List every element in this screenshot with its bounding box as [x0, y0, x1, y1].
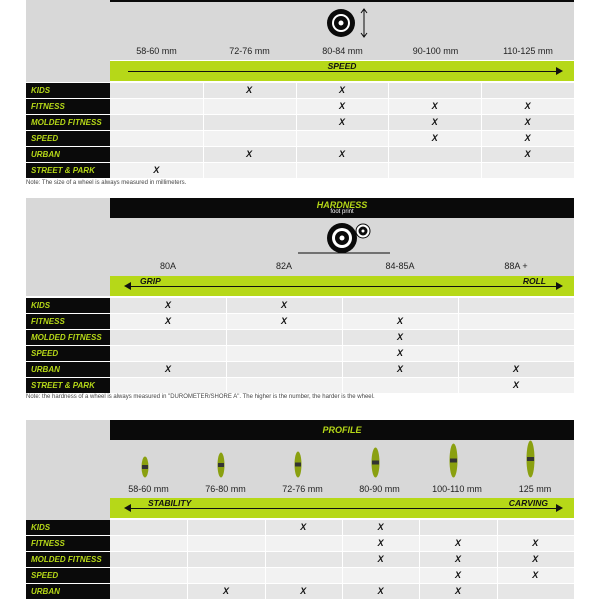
section1-mark: X: [246, 149, 253, 159]
section2-row-label: SPEED: [26, 346, 110, 361]
section2-note: Note: the hardness of a wheel is always measured in "DUROMETER/SHORE A". The higher is the number, the harder is the wheel.: [26, 394, 375, 400]
section2-col-1: 80A: [159, 261, 176, 271]
section3-mark: X: [300, 586, 307, 596]
section3-mark: X: [454, 554, 461, 564]
carving-arrow-head: [556, 504, 563, 512]
speed-bar: [110, 61, 574, 81]
grip-roll-arrow-line: [128, 286, 558, 287]
section3-col-1: 58-60 mm: [128, 484, 169, 494]
section3-col-5: 100-110 mm: [432, 484, 482, 494]
section1-mark: X: [524, 133, 531, 143]
section1-mark: X: [338, 101, 345, 111]
section3-mark: X: [454, 570, 461, 580]
section2-subtitle: foot print: [330, 209, 354, 215]
wheel-profile-icon-4: [371, 447, 380, 478]
section1-row-label: SPEED: [26, 131, 110, 146]
section3-col-2: 76-80 mm: [205, 484, 246, 494]
wheel-profile-icon-2: [217, 452, 225, 478]
section2-mark: X: [396, 348, 403, 358]
section2-label-column: [26, 198, 110, 296]
wheel-profile-icon-3: [294, 451, 302, 478]
section2-col-separator: [458, 298, 459, 394]
section2-mark: X: [280, 300, 287, 310]
section3-mark: X: [222, 586, 229, 596]
grip-label: GRIP: [140, 276, 161, 286]
speed-bar-label: SPEED: [327, 61, 357, 71]
section3-col-separator: [419, 520, 420, 600]
section1-mark: X: [431, 117, 438, 127]
section1-row-band: [110, 131, 574, 146]
section3-label-column: [26, 420, 110, 520]
wheel-profile-icon-5: [449, 443, 458, 478]
section1-col-1: 58-60 mm: [136, 46, 177, 56]
section1-col-4: 90-100 mm: [412, 46, 459, 56]
section1-mark: X: [338, 117, 345, 127]
section1-mark: X: [246, 85, 253, 95]
section3-mark: X: [377, 554, 384, 564]
section2-row-label: URBAN: [26, 362, 110, 377]
section3-row-label: KIDS: [26, 520, 110, 535]
section2-mark: X: [164, 316, 171, 326]
section2-mark: X: [512, 380, 519, 390]
section3-mark: X: [454, 586, 461, 596]
section2-row-label: FITNESS: [26, 314, 110, 329]
section2-row-label: KIDS: [26, 298, 110, 313]
section1-col-separator: [203, 83, 204, 179]
section3-col-3: 72-76 mm: [282, 484, 323, 494]
section3-row-label: MOLDED FITNESS: [26, 552, 110, 567]
stability-carving-arrow-line: [128, 508, 558, 509]
section1-row-label: MOLDED FITNESS: [26, 115, 110, 130]
section3-col-separator: [187, 520, 188, 600]
section1-mark: X: [431, 133, 438, 143]
section1-col-2: 72-76 mm: [229, 46, 270, 56]
section2-mark: X: [164, 364, 171, 374]
section1-mark: X: [338, 149, 345, 159]
section1-row-label: STREET & PARK: [26, 163, 110, 178]
section1-row-band: [110, 163, 574, 178]
section1-mark: X: [524, 101, 531, 111]
section3-mark: X: [377, 538, 384, 548]
section1-mark: X: [524, 117, 531, 127]
stability-label: STABILITY: [148, 498, 192, 508]
section1-mark: X: [153, 165, 160, 175]
section2-mark: X: [396, 364, 403, 374]
section1-mark: X: [524, 149, 531, 159]
section2-mark: X: [164, 300, 171, 310]
section1-col-5: 110-125 mm: [503, 46, 553, 56]
roll-arrow-head: [556, 282, 563, 290]
section1-row-label: URBAN: [26, 147, 110, 162]
section1-col-separator: [388, 83, 389, 179]
section1-row-label: KIDS: [26, 83, 110, 98]
section1-note: Note: The size of a wheel is always measured in millimeters.: [26, 180, 187, 186]
section3-mark: X: [532, 554, 539, 564]
section2-row-label: STREET & PARK: [26, 378, 110, 393]
section1-col-separator: [296, 83, 297, 179]
section3-row-label: SPEED: [26, 568, 110, 583]
section3-title: PROFILE: [322, 425, 362, 435]
grip-roll-bar: [110, 276, 574, 296]
wheel-profile-icon-6: [526, 440, 535, 478]
section2-row-label: MOLDED FITNESS: [26, 330, 110, 345]
section3-col-separator: [265, 520, 266, 600]
section3-col-separator: [342, 520, 343, 600]
wheel-diameter-icon: [324, 6, 372, 40]
section1-label-column: [26, 0, 110, 82]
section2-col-3: 84-85A: [385, 261, 415, 271]
section2-mark: X: [280, 316, 287, 326]
section2-mark: X: [396, 316, 403, 326]
section1-row-label: FITNESS: [26, 99, 110, 114]
section3-row-label: FITNESS: [26, 536, 110, 551]
section3-mark: X: [532, 570, 539, 580]
section2-col-4: 88A +: [504, 261, 528, 271]
section2-title: HARDNESS: [316, 200, 368, 210]
section2-col-separator: [342, 298, 343, 394]
wheel-footprint-icon: [298, 220, 390, 256]
section1-mark: X: [338, 85, 345, 95]
section3-row-label: URBAN: [26, 584, 110, 599]
section3-mark: X: [454, 538, 461, 548]
wheel-profile-icon-1: [141, 456, 149, 478]
section3-col-6: 125 mm: [518, 484, 552, 494]
section2-mark: X: [512, 364, 519, 374]
roll-label: ROLL: [522, 276, 546, 286]
section2-col-2: 82A: [275, 261, 292, 271]
section2-col-separator: [226, 298, 227, 394]
section3-mark: X: [377, 586, 384, 596]
section1-col-separator: [481, 83, 482, 179]
section3-mark: X: [377, 522, 384, 532]
stability-carving-bar: [110, 498, 574, 518]
carving-label: CARVING: [508, 498, 548, 508]
section3-mark: X: [300, 522, 307, 532]
section1-mark: X: [431, 101, 438, 111]
section2-mark: X: [396, 332, 403, 342]
section1-col-3: 80-84 mm: [322, 46, 363, 56]
section3-mark: X: [532, 538, 539, 548]
section3-col-4: 80-90 mm: [359, 484, 400, 494]
section3-col-separator: [497, 520, 498, 600]
